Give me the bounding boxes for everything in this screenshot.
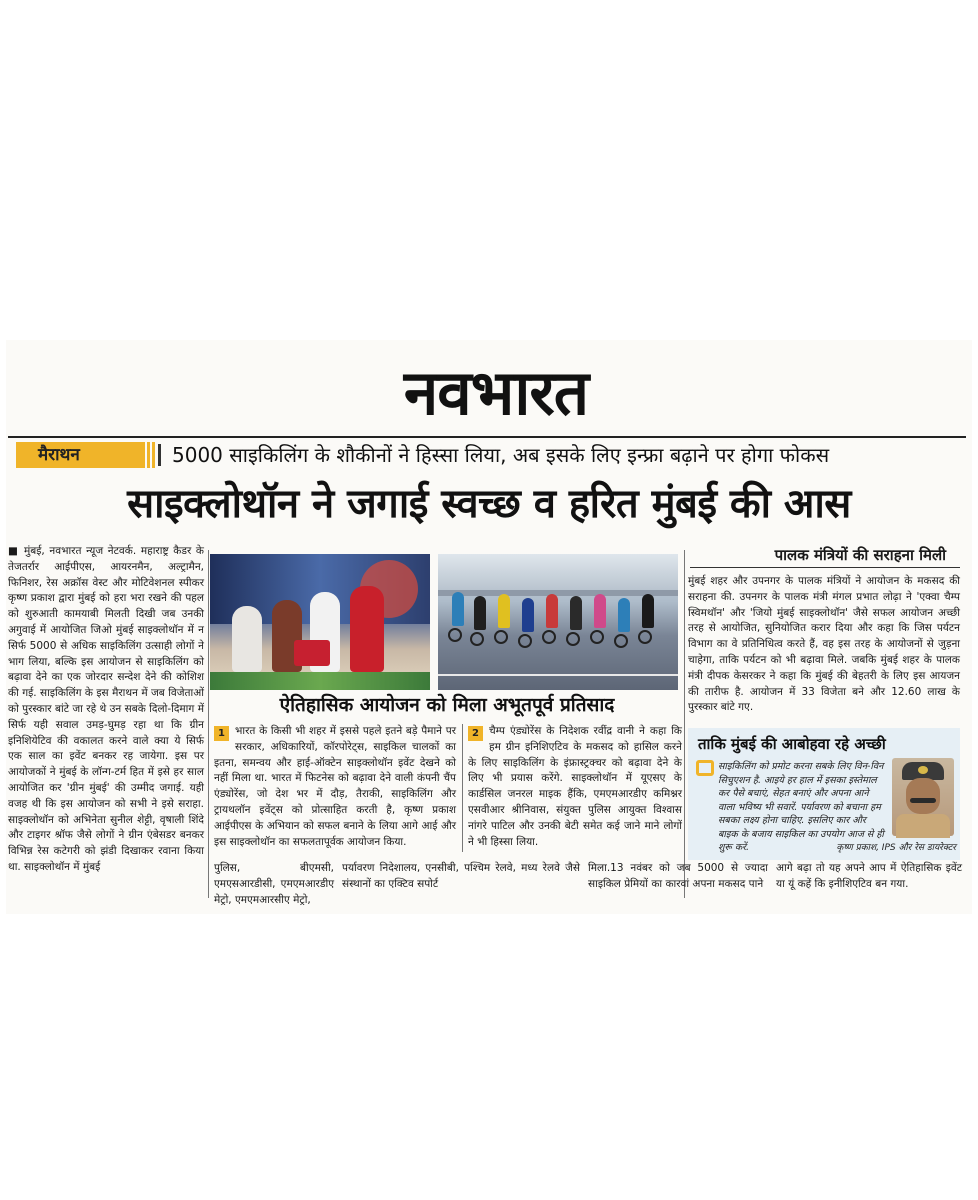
kicker-row bbox=[8, 436, 966, 468]
quote-heading: ताकि मुंबई की आबोहवा रहे अच्छी bbox=[698, 735, 886, 753]
kicker-divider bbox=[158, 444, 161, 466]
officer-portrait bbox=[892, 758, 954, 836]
point-number-badge: 1 bbox=[214, 726, 229, 741]
sidebar-heading: पालक मंत्रियों की सराहना मिली bbox=[690, 544, 960, 568]
numbered-point-2 bbox=[468, 724, 682, 854]
numbered-point-1 bbox=[214, 724, 456, 854]
photo-caption: ऐतिहासिक आयोजन को मिला अभूतपूर्व प्रतिसाद bbox=[279, 694, 615, 716]
bottom-text-column-2: पर्यावरण निदेशालय, एनसीबी, पश्चिम रेलवे, मध्य रेलवे जैसे संस्थानों का एक्टिव सपोर्ट bbox=[342, 862, 580, 890]
quote-attribution: कृष्ण प्रकाश, IPS और रेस डायरेक्टर bbox=[836, 843, 956, 853]
point-text: भारत के किसी भी शहर में इससे पहले इतने बड़े पैमाने पर सरकार, अधिकारियों, कॉरपोरेट्स, साइकिल चालकों का इतना, समन्वय और हाई-ऑक्टेन साइक्लोथॉन इवेंट देखने को नहीं मिला था. भारत में फिटनेस को बढ़ावा देने वाली कंपनी चैंप एंड्योरेंस, जो देश भर में दौड़, तैराकी, साइकिलिंग और ट्रायथलॉन इवेंट्स को प्रोत्साहित करती है, कृष्ण प्रकाश आईपीएस के अभियान को सफल बनाने के लिया आगे आई और इस साइक्लोथॉन का सफलतापूर्वक आयोजन किया. bbox=[214, 725, 456, 848]
quote-icon bbox=[696, 760, 714, 776]
masthead: नवभारत bbox=[403, 356, 589, 429]
column-divider bbox=[208, 550, 209, 898]
point-number-badge: 2 bbox=[468, 726, 483, 741]
point-text: चैम्प एंड्योरेंस के निदेशक रवींद्र वानी ने कहा कि हम ग्रीन इनिशिएटिव के मकसद को हासिल करने के लिए साइकिलिंग के इंफ्रास्ट्रक्चर को बढ़ावा देने के लिए भी प्रयास करेंगे. साइक्लोथॉन में यूएसए के कार्डसिल जनरल माइक हैंकि, एमएमआरडीए कमिश्नर एसवीआर श्रीनिवास, संयुक्त पुलिस आयुक्त विश्वास नांगरे पाटिल और उनकी बेटी समेत कई जाने माने लोगों ने भी हिस्सा लिया. bbox=[468, 725, 682, 848]
kicker-stripes bbox=[142, 442, 156, 468]
cyclists-race-photo bbox=[438, 554, 678, 690]
quote-box bbox=[688, 728, 960, 860]
left-column-text: ■ मुंबई, नवभारत न्यूज नेटवर्क. महाराष्ट्र कैडर के तेजतर्रार आईपीएस, आयरनमैन, अल्ट्रामैन, फिनिशर, रेस अक्रॉस वेस्ट और मोटिवेशनल स्पीकर कृष्ण प्रकाश द्वारा मुंबई को हरा भरा रखने की पहल को शुरुआती कामयाबी मिलती दिखी जब उनकी अगुवाई में आयोजित जिओ मुंबई साइक्लोथॉन में न सिर्फ 5000 से अधिक साइकिलिंग उत्साही लोगों ने भाग लिया, बल्कि इस आयोजन से साइकिलिंग को बढ़ावा देने का एक जोरदार सन्देश देने की कोशिश की गई. साइकिलिंग के इस मैराथन में जब विजेताओं को पुरस्कार बांटे जा रहे थे उन सबके दिलो-दिमाग में सिर्फ यही सवाल उमड़-घुमड़ रहा था कि ग्रीन इनिशियेटिव की वकालत करने वाले क्या ये सिर्फ एक साल का इवेंट बनकर रह जायेगा. इस पर आयोजकों ने मुंबई के लॉन्ग-टर्म हित में इसे हर साल आयोजित कर 'ग्रीन मुंबई' की उम्मीद जगाई. यही वजह थी कि इस आयोजन को सभी ने इसे सराहा. साइक्लोथॉन को अभिनेता सुनील शेट्टी, वृषाली शिंदे और टाइगर श्रॉफ जैसे लोगों ने ग्रीन एंबेसडर बनकर विभिन्न रेस कटेगरी को झंडी दिखाकर रवाना किया था. साइक्लोथॉन में मुंबई bbox=[8, 545, 204, 873]
main-headline: साइक्लोथॉन ने जगाई स्वच्छ व हरित मुंबई की आस bbox=[127, 481, 851, 527]
bottom-text-column-4: आगे बढ़ा तो यह अपने आप में ऐतिहासिक इवेंट या यूं कहें कि इनीशिएटिव बन गया. bbox=[776, 862, 962, 890]
column-divider bbox=[462, 724, 463, 852]
bottom-text-column-3: मिला.13 नवंबर को जब 5000 से ज्यादा साइकिल प्रेमियों का कारवां अपना मकसद पाने bbox=[588, 862, 768, 890]
sidebar-text: मुंबई शहर और उपनगर के पालक मंत्रियों ने आयोजन के मकसद की सराहना की. उपनगर के पालक मंत्री मंगल प्रभात लोढ़ा ने 'एक्वा चैम्प स्विमथॉन' और 'जियो मुंबई साइक्लोथॉन' जैसे सफल आयोजन अच्छी तरह से आयोजित, सुनियोजित करार दिया और कहा कि जिस पर्यटन विभाग का वे प्रतिनिधित्व करते हैं, वह इस तरह के आयोजनों से जुड़ना चाहेगा, ताकि पर्यटन को भी बढ़ावा मिले. जबकि मुंबई शहर के पालक मंत्री दीपक केसरकर ने कहा कि मुंबई की बेहतरी के लिए इस आयजन की तारीफ है. आयोजन में 33 विजेता बने और 12.60 लाख के पुरस्कार बांटे गए. bbox=[688, 575, 960, 714]
column-divider bbox=[684, 550, 685, 898]
award-ceremony-photo bbox=[210, 554, 430, 690]
section-kicker: मैराथन bbox=[16, 442, 142, 468]
newspaper-clipping bbox=[6, 340, 972, 914]
bottom-text-column-1: पुलिस, बीएमसी, एमएसआरडीसी, एमएमआरडीए मेट्रो, एमएमआरसीए मेट्रो, bbox=[214, 862, 334, 906]
quote-text: साइकिलिंग को प्रमोट करना सबके लिए विन-विन सिचुएशन है. आइये हर हाल में इसका इस्तेमाल कर पैसे बचाएं, सेहत बनाएं और अपना आने वाला भविष्य भी सवारें. पर्यावरण को बचाना हम सबका लक्ष्य होना चाहिए. इसलिए कार और बाइक के बजाय साइकिल का उपयोग आज से ही शुरू करें. bbox=[718, 761, 884, 853]
deck-subheadline: 5000 साइकिलिंग के शौकीनों ने हिस्सा लिया, अब इसके लिए इन्फ्रा बढ़ाने पर होगा फोकस bbox=[172, 443, 830, 467]
